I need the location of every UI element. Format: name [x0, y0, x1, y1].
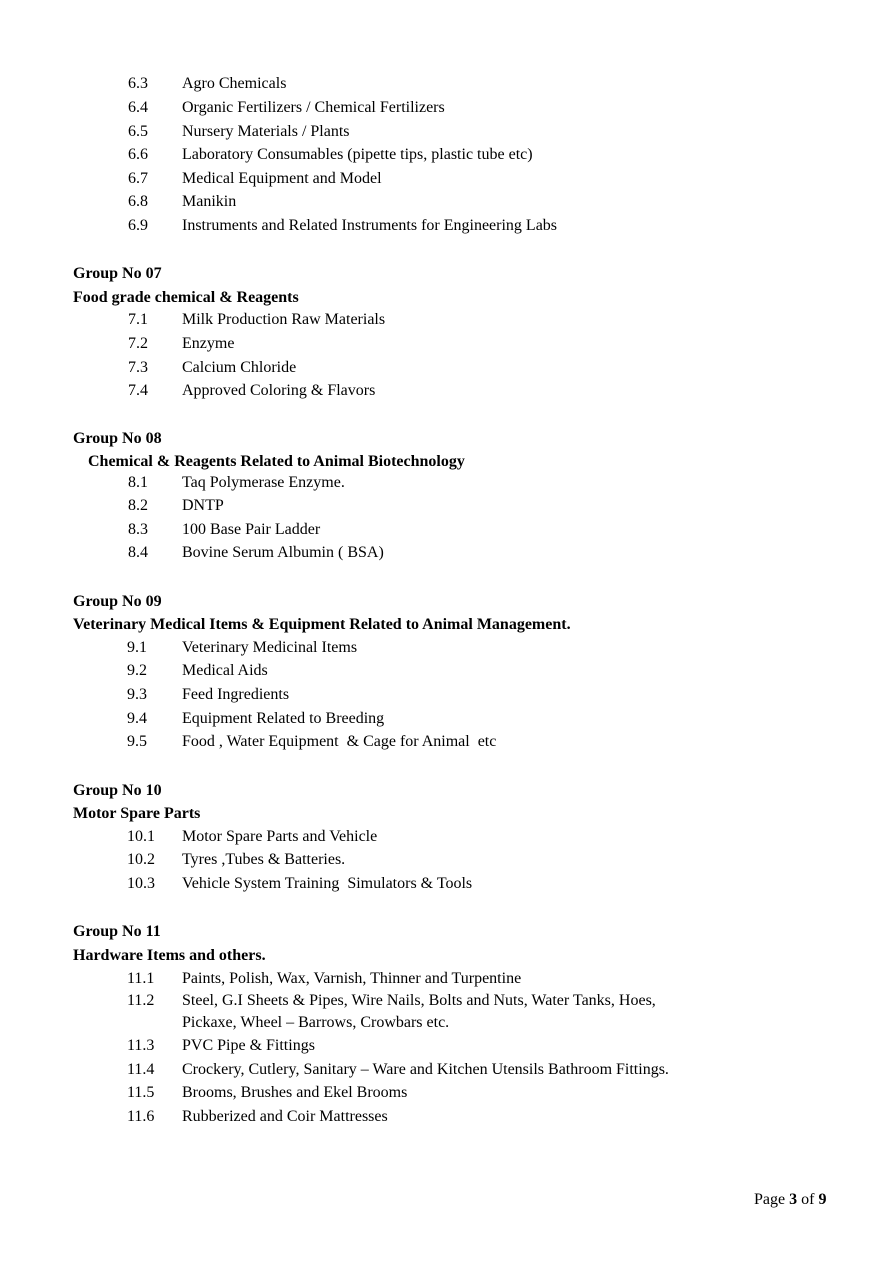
item-text: Bovine Serum Albumin ( BSA)	[182, 544, 384, 561]
item-number: 6.5	[128, 123, 148, 140]
item-text: Agro Chemicals	[182, 75, 287, 92]
item-text: Equipment Related to Breeding	[182, 710, 385, 727]
item-text: PVC Pipe & Fittings	[182, 1037, 315, 1054]
item-number: 6.6	[128, 146, 148, 163]
item-number: 8.3	[128, 521, 148, 538]
item-number: 6.3	[128, 75, 148, 92]
item-number: 7.2	[128, 335, 148, 352]
item-text: Steel, G.I Sheets & Pipes, Wire Nails, Bolts and Nuts, Water Tanks, Hoes,	[182, 992, 656, 1009]
group-title: Motor Spare Parts	[73, 805, 201, 822]
group-heading: Group No 09	[73, 593, 162, 610]
item-number: 6.9	[128, 217, 148, 234]
item-number: 8.4	[128, 544, 148, 561]
item-text: Enzyme	[182, 335, 235, 352]
item-text: Rubberized and Coir Mattresses	[182, 1108, 388, 1125]
item-text: Medical Aids	[182, 662, 268, 679]
item-text: Tyres ,Tubes & Batteries.	[182, 851, 346, 868]
item-number: 6.7	[128, 170, 148, 187]
item-text: Approved Coloring & Flavors	[182, 382, 376, 399]
item-text: Crockery, Cutlery, Sanitary – Ware and Kitchen Utensils Bathroom Fittings.	[182, 1061, 669, 1078]
item-text: Organic Fertilizers / Chemical Fertilizers	[182, 99, 445, 116]
item-text: Laboratory Consumables (pipette tips, plastic tube etc)	[182, 146, 533, 163]
group-heading: Group No 07	[73, 265, 162, 282]
item-text: Instruments and Related Instruments for Engineering Labs	[182, 217, 558, 234]
item-text-continuation: Pickaxe, Wheel – Barrows, Crowbars etc.	[182, 1014, 450, 1031]
item-text: Taq Polymerase Enzyme.	[182, 474, 345, 491]
item-text: Nursery Materials / Plants	[182, 123, 350, 140]
item-number: 10.3	[127, 875, 155, 892]
item-number: 11.1	[127, 970, 155, 987]
item-number: 10.2	[127, 851, 155, 868]
item-number: 7.3	[128, 359, 148, 376]
item-text: Milk Production Raw Materials	[182, 311, 386, 328]
item-text: Paints, Polish, Wax, Varnish, Thinner and Turpentine	[182, 970, 522, 987]
item-number: 8.2	[128, 497, 148, 514]
item-text: Manikin	[182, 193, 237, 210]
item-text: Calcium Chloride	[182, 359, 297, 376]
item-number: 6.8	[128, 193, 148, 210]
page-label: Page	[754, 1191, 790, 1208]
item-number: 9.1	[127, 639, 147, 656]
item-number: 11.3	[127, 1037, 155, 1054]
page-footer	[754, 1191, 826, 1209]
item-number: 9.4	[127, 710, 147, 727]
item-text: Feed Ingredients	[182, 686, 290, 703]
item-number: 11.4	[127, 1061, 155, 1078]
group-heading: Group No 08	[73, 430, 162, 447]
group-title: Chemical & Reagents Related to Animal Biotechnology	[88, 453, 465, 470]
item-number: 9.3	[127, 686, 147, 703]
item-text: 100 Base Pair Ladder	[182, 521, 321, 538]
item-number: 6.4	[128, 99, 148, 116]
item-text: Brooms, Brushes and Ekel Brooms	[182, 1084, 408, 1101]
item-number: 11.2	[127, 992, 155, 1009]
item-text: Medical Equipment and Model	[182, 170, 382, 187]
item-number: 8.1	[128, 474, 148, 491]
item-text: Motor Spare Parts and Vehicle	[182, 828, 378, 845]
group-title: Veterinary Medical Items & Equipment Related to Animal Management.	[73, 616, 571, 633]
group-title: Hardware Items and others.	[73, 947, 266, 964]
item-text: Food , Water Equipment & Cage for Animal etc	[182, 733, 497, 750]
of-label: of	[797, 1191, 819, 1208]
item-text: Vehicle System Training Simulators & Tools	[182, 875, 473, 892]
item-number: 9.5	[127, 733, 147, 750]
group-heading: Group No 11	[73, 923, 161, 940]
group-title: Food grade chemical & Reagents	[73, 289, 299, 306]
item-number: 10.1	[127, 828, 155, 845]
item-number: 11.6	[127, 1108, 155, 1125]
item-number: 7.4	[128, 382, 148, 399]
item-number: 11.5	[127, 1084, 155, 1101]
page-total: 9	[818, 1191, 827, 1208]
item-number: 9.2	[127, 662, 147, 679]
item-number: 7.1	[128, 311, 148, 328]
item-text: DNTP	[182, 497, 224, 514]
page-current: 3	[789, 1191, 798, 1208]
group-heading: Group No 10	[73, 782, 162, 799]
item-text: Veterinary Medicinal Items	[182, 639, 358, 656]
